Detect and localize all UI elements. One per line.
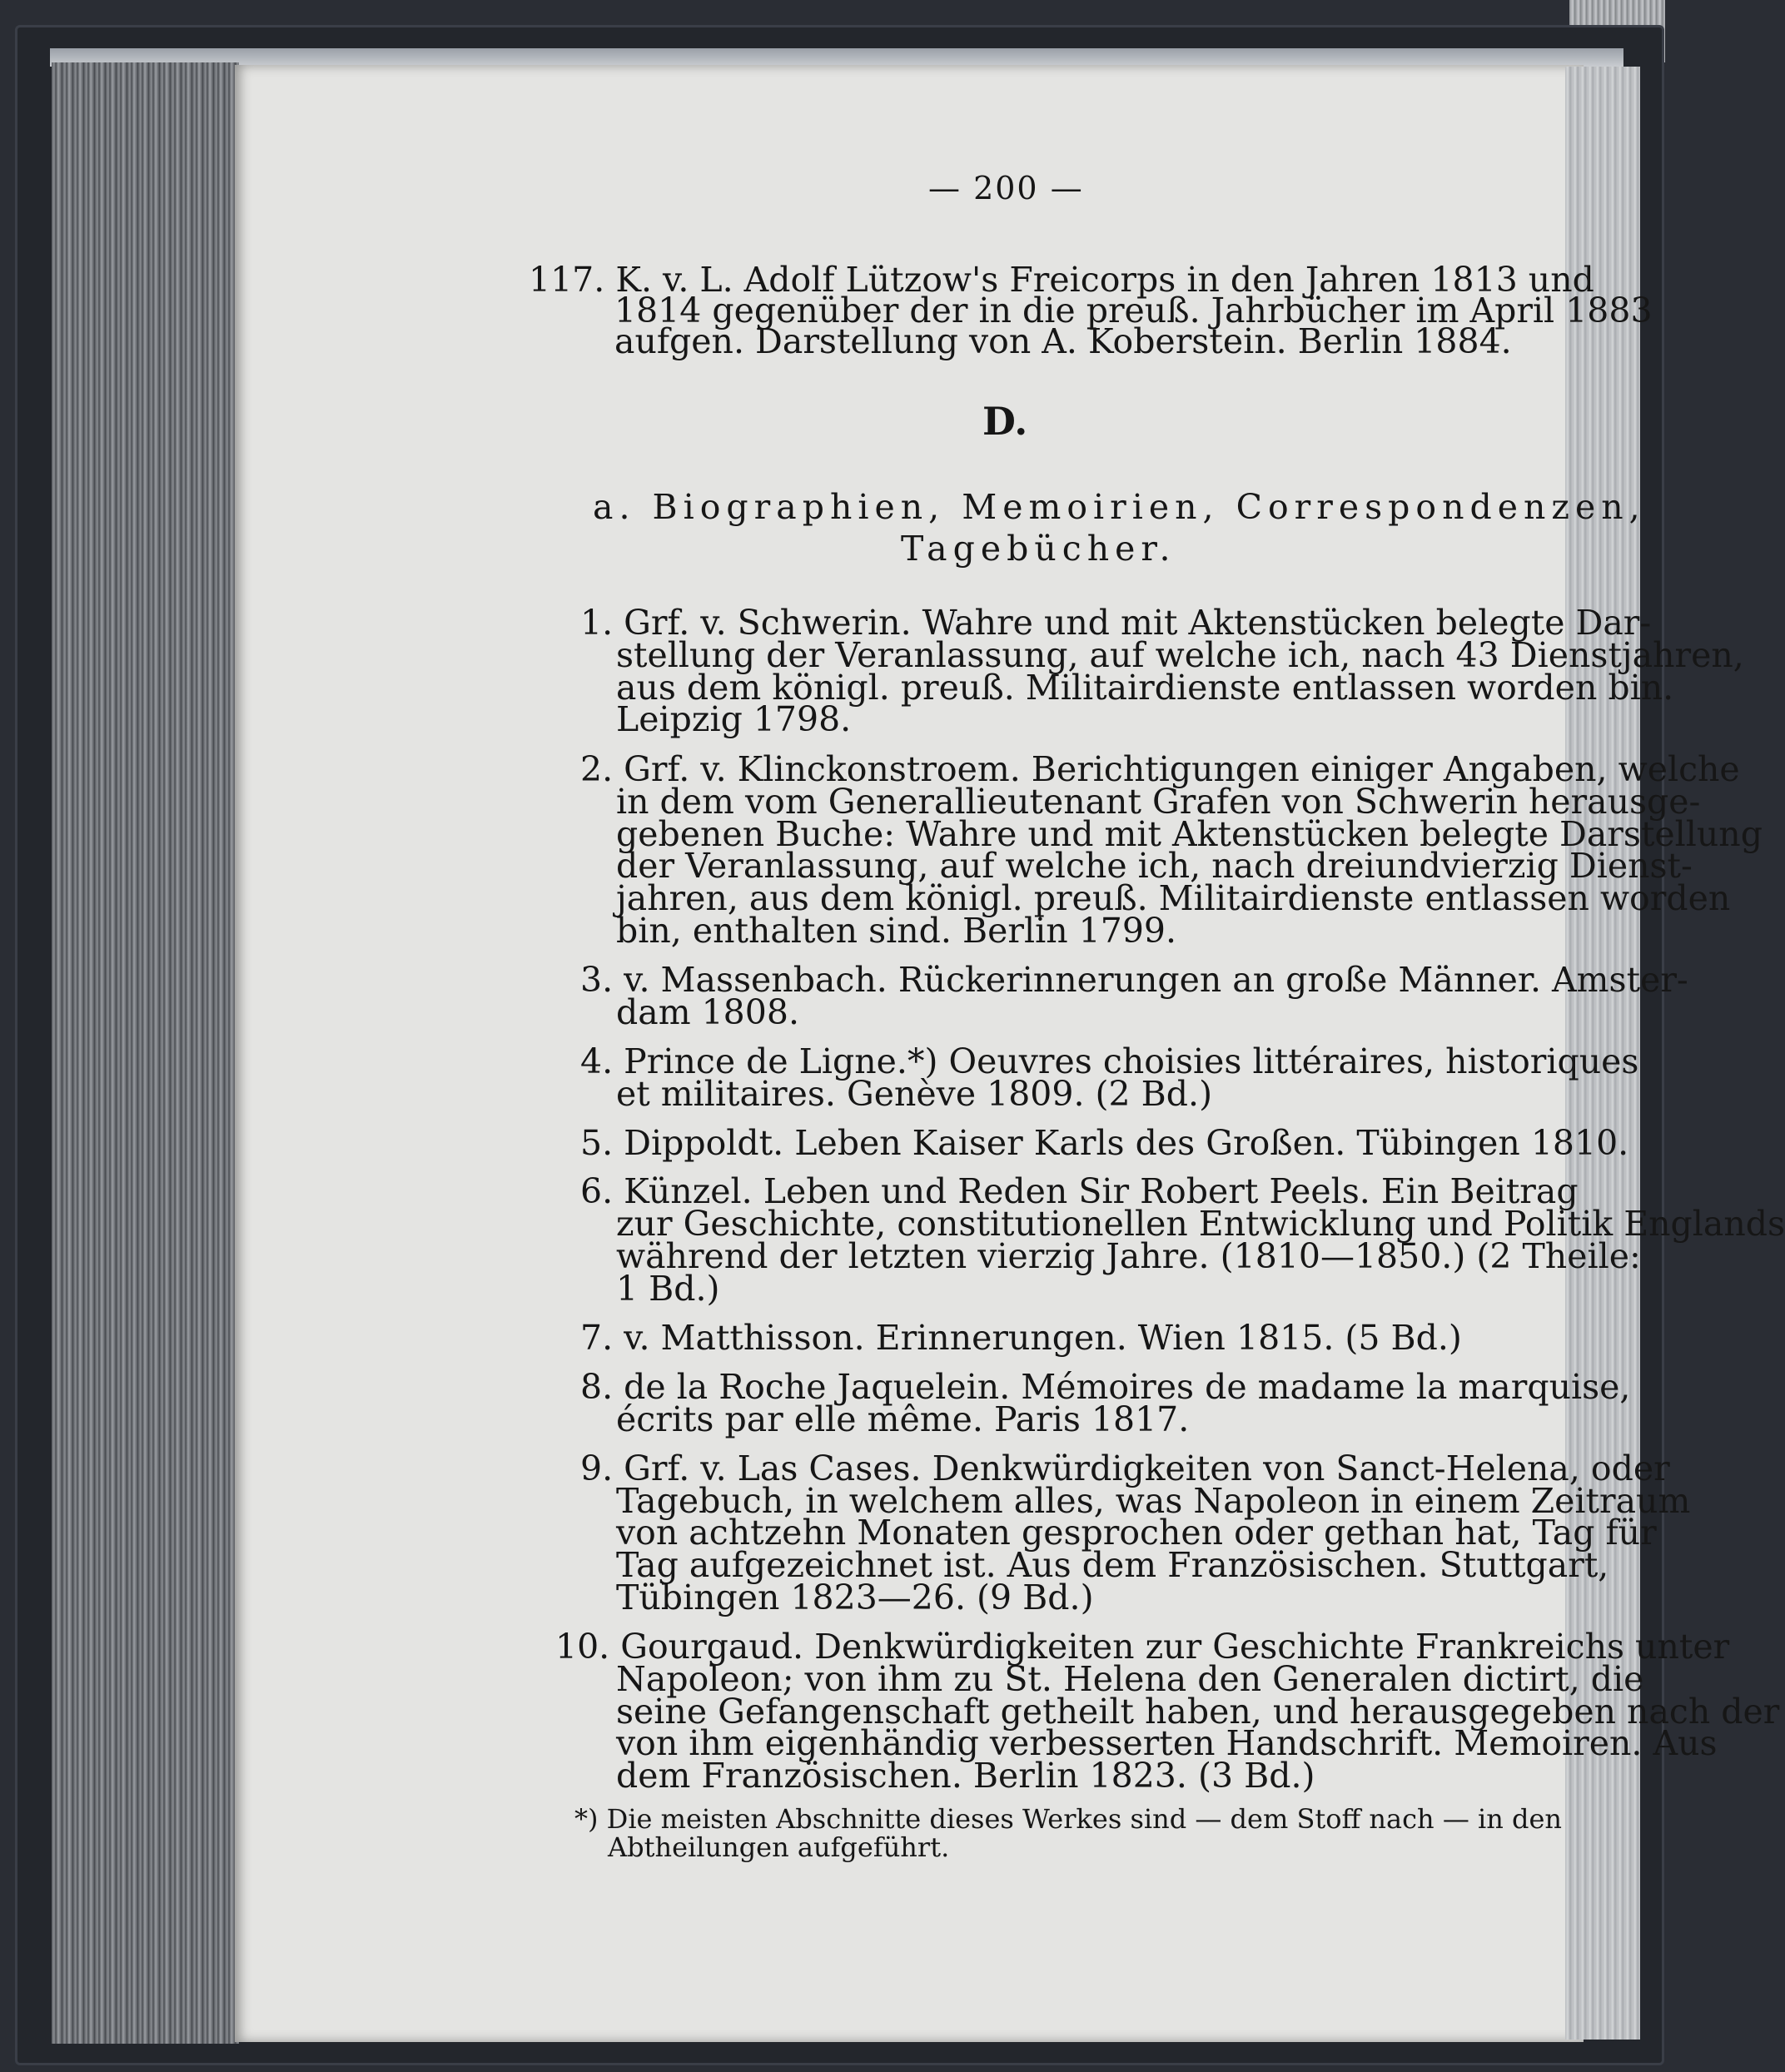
- text-line: 10. Gourgaud. Denkwürdigkeiten zur Geschichte Frankreichs unter: [555, 1627, 1730, 1667]
- text-line: zur Geschichte, constitutionellen Entwicklung und Politik Englands: [616, 1204, 1785, 1244]
- section-heading: Tagebücher.: [901, 529, 1176, 569]
- section-heading: a. Biographien, Memoirien, Correspondenzen,: [593, 487, 1646, 527]
- text-line: 9. Grf. v. Las Cases. Denkwürdigkeiten von Sanct-Helena, oder: [580, 1448, 1670, 1488]
- text-line: 8. de la Roche Jaquelein. Mémoires de madame la marquise,: [580, 1367, 1631, 1407]
- text-line: 1814 gegenüber der in die preuß. Jahrbücher im April 1883: [614, 291, 1653, 330]
- text-line: écrits par elle même. Paris 1817.: [616, 1399, 1190, 1439]
- left-page-edges: [52, 62, 239, 2044]
- text-line: Napoleon; von ihm zu St. Helena den Generalen dictirt, die: [616, 1659, 1644, 1699]
- text-line: bin, enthalten sind. Berlin 1799.: [616, 911, 1177, 951]
- text-line: 3. v. Massenbach. Rückerinnerungen an große Männer. Amster-: [580, 960, 1688, 1000]
- text-line: 4. Prince de Ligne.*) Oeuvres choisies littéraires, historiques: [580, 1041, 1639, 1081]
- text-line: Tübingen 1823—26. (9 Bd.): [616, 1578, 1094, 1617]
- text-line: seine Gefangenschaft getheilt haben, und herausgegeben nach der: [616, 1692, 1780, 1732]
- text-line: der Veranlassung, auf welche ich, nach dreiundvierzig Dienst-: [616, 846, 1693, 886]
- text-line: Tagebuch, in welchem alles, was Napoleon in einem Zeitraum: [616, 1481, 1691, 1521]
- text-line: 2. Grf. v. Klinckonstroem. Berichtigungen einiger Angaben, welche: [580, 749, 1740, 789]
- text-line: 7. v. Matthisson. Erinnerungen. Wien 1815. (5 Bd.): [580, 1318, 1462, 1358]
- text-line: Leipzig 1798.: [616, 699, 852, 739]
- text-line: Tag aufgezeichnet ist. Aus dem Französischen. Stuttgart,: [616, 1545, 1609, 1585]
- text-line: von achtzehn Monaten gesprochen oder gethan hat, Tag für: [616, 1513, 1657, 1553]
- book-top-band: [50, 48, 1623, 67]
- text-line: 6. Künzel. Leben und Reden Sir Robert Peels. Ein Beitrag: [580, 1171, 1579, 1211]
- text-line: während der letzten vierzig Jahre. (1810—1850.) (2 Theile:: [616, 1236, 1641, 1276]
- section-letter: D.: [982, 399, 1028, 444]
- page-number: — 200 —: [928, 170, 1084, 206]
- text-line: aus dem königl. preuß. Militairdienste entlassen worden bin.: [616, 668, 1674, 708]
- text-line: dem Französischen. Berlin 1823. (3 Bd.): [616, 1756, 1315, 1796]
- text-line: von ihm eigenhändig verbesserten Handschrift. Memoiren. Aus: [616, 1723, 1718, 1763]
- footnote-line: Abtheilungen aufgeführt.: [608, 1831, 950, 1863]
- text-line: aufgen. Darstellung von A. Koberstein. Berlin 1884.: [614, 321, 1512, 361]
- text-line: 1 Bd.): [616, 1269, 720, 1309]
- text-line: gebenen Buche: Wahre und mit Aktenstücken belegte Darstellung: [616, 814, 1763, 854]
- text-line: 117. K. v. L. Adolf Lützow's Freicorps in den Jahren 1813 und: [529, 260, 1594, 300]
- text-line: stellung der Veranlassung, auf welche ich, nach 43 Dienstjahren,: [616, 635, 1744, 675]
- text-line: et militaires. Genève 1809. (2 Bd.): [616, 1074, 1213, 1114]
- text-line: jahren, aus dem königl. preuß. Militairdienste entlassen worden: [616, 878, 1731, 918]
- text-line: dam 1808.: [616, 992, 799, 1032]
- text-line: in dem vom Generallieutenant Grafen von Schwerin herausge-: [616, 782, 1701, 822]
- footnote-line: *) Die meisten Abschnitte dieses Werkes sind — dem Stoff nach — in den: [574, 1803, 1563, 1835]
- text-line: 5. Dippoldt. Leben Kaiser Karls des Großen. Tübingen 1810.: [580, 1123, 1629, 1163]
- text-line: 1. Grf. v. Schwerin. Wahre und mit Aktenstücken belegte Dar-: [580, 603, 1652, 643]
